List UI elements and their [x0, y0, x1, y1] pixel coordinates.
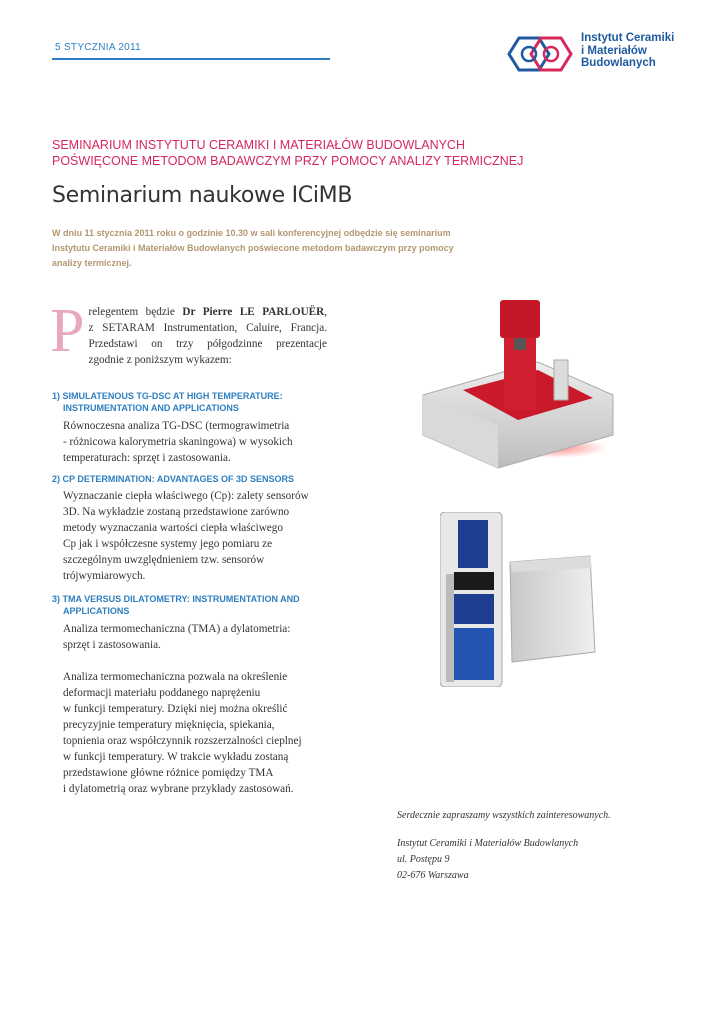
heading-line: APPLICATIONS — [63, 605, 130, 616]
body-line: deformacji materiału poddanego naprężeniu — [63, 687, 261, 699]
body-line: precyzyjnie temperatury mięknięcia, spiekania, — [63, 719, 275, 731]
closing-spacer — [397, 824, 611, 836]
body-line: w funkcji temperatury. Dzięki niej można określić — [63, 703, 288, 715]
section-1-heading — [52, 391, 283, 414]
institute-logo — [505, 32, 705, 80]
body-line: sprzęt i zastosowania. — [63, 639, 161, 651]
logo-line: Budowlanych — [581, 57, 656, 69]
calorimeter-instrument-image — [440, 512, 600, 692]
invitation-text: Serdecznie zapraszamy wszystkich zainteresowanych. — [397, 810, 611, 821]
drop-cap: P — [50, 297, 85, 365]
body-line: metody wyznaczania wartości ciepła właściwego — [63, 522, 283, 534]
body-line: przedstawione główne różnice pomiędzy TMA — [63, 767, 274, 779]
logo-text — [581, 32, 674, 70]
body-line: Analiza termomechaniczna pozwala na określenie — [63, 671, 288, 683]
section-3-body — [63, 621, 302, 797]
section-2-body — [63, 488, 309, 584]
lead-line: analizy termicznej. — [52, 258, 132, 268]
body-line: i dylatometrią oraz wybrane przykłady zastosowań. — [63, 783, 294, 795]
heading-line: 2) CP DETERMINATION: ADVANTAGES OF 3D SENSORS — [52, 474, 295, 484]
body-line: trójwymiarowych. — [63, 570, 146, 582]
logo-line: i Materiałów — [581, 44, 647, 57]
header-rule — [52, 58, 330, 60]
issue-date: 5 STYCZNIA 2011 — [55, 42, 142, 53]
lead-paragraph — [52, 226, 472, 271]
tg-dsc-instrument-icon — [418, 300, 618, 470]
intro-paragraph — [50, 297, 327, 368]
body-line: Równoczesna analiza TG-DSC (termograwimetria — [63, 420, 290, 432]
body-line: Cp jak i współczesne systemy jego pomiaru ze — [63, 538, 273, 550]
section-3-heading — [52, 594, 300, 617]
seminar-kicker — [52, 137, 612, 169]
kicker-line: POŚWIĘCONE METODOM BADAWCZYM PRZY POMOCY ANALIZY TERMICZNEJ — [52, 154, 524, 168]
body-line: w funkcji temperatury. W trakcie wykładu zostaną — [63, 751, 289, 763]
address-line: ul. Postępu 9 — [397, 854, 450, 865]
kicker-line: SEMINARIUM INSTYTUTU CERAMIKI I MATERIAŁÓW BUDOWLANYCH — [52, 138, 465, 152]
logo-line: Instytut Ceramiki — [581, 32, 675, 44]
heading-line: 1) SIMULATENOUS TG-DSC AT HIGH TEMPERATURE: — [52, 391, 283, 401]
body-line: topnienia oraz współczynnik rozszerzalności cieplnej — [63, 735, 302, 747]
calorimeter-instrument-icon — [440, 512, 600, 687]
page-title: Seminarium naukowe ICiMB — [52, 183, 353, 208]
closing-block — [397, 808, 611, 884]
address-line: Instytut Ceramiki i Materiałów Budowlanych — [397, 838, 579, 849]
intro-line: Przedstawi on trzy półgodzinne prezentacje — [88, 338, 327, 350]
heading-line: INSTRUMENTATION AND APPLICATIONS — [63, 402, 239, 413]
speaker-name: Dr Pierre LE PARLOUËR — [182, 306, 325, 318]
lead-line: W dniu 11 stycznia 2011 roku o godzinie 10.30 w sali konferencyjnej odbędzie się seminarium — [52, 228, 451, 238]
logo-mark-icon — [505, 34, 575, 74]
section-2-heading — [52, 474, 294, 486]
intro-line: z SETARAM Instrumentation, Caluire, Francja. — [88, 322, 327, 334]
section-1-body — [63, 418, 293, 466]
intro-line: zgodnie z poniższym wykazem: — [88, 354, 232, 366]
lead-line: Instytutu Ceramiki i Materiałów Budowlanych poświecone metodom badawczym przy pomocy — [52, 243, 454, 253]
body-line: - różnicowa kalorymetria skaningowa) w wysokich — [63, 436, 293, 448]
address-line: 02-676 Warszawa — [397, 870, 469, 881]
body-line: temperaturach: sprzęt i zastosowania. — [63, 452, 231, 464]
body-line: Wyznaczanie ciepła właściwego (Cp): zalety sensorów — [63, 490, 309, 502]
body-line: Analiza termomechaniczna (TMA) a dylatometria: — [63, 623, 291, 635]
tg-dsc-instrument-image — [418, 300, 618, 475]
paragraph-spacer — [63, 653, 302, 669]
intro-text: , — [324, 306, 327, 318]
intro-line — [52, 304, 327, 320]
heading-line: 3) TMA VERSUS DILATOMETRY: INSTRUMENTATION AND — [52, 594, 300, 604]
body-line: 3D. Na wykładzie zostaną przedstawione zarówno — [63, 506, 290, 518]
body-line: szczególnym uwzględnieniem tzw. sensorów — [63, 554, 265, 566]
intro-text: relegentem będzie — [88, 306, 183, 318]
